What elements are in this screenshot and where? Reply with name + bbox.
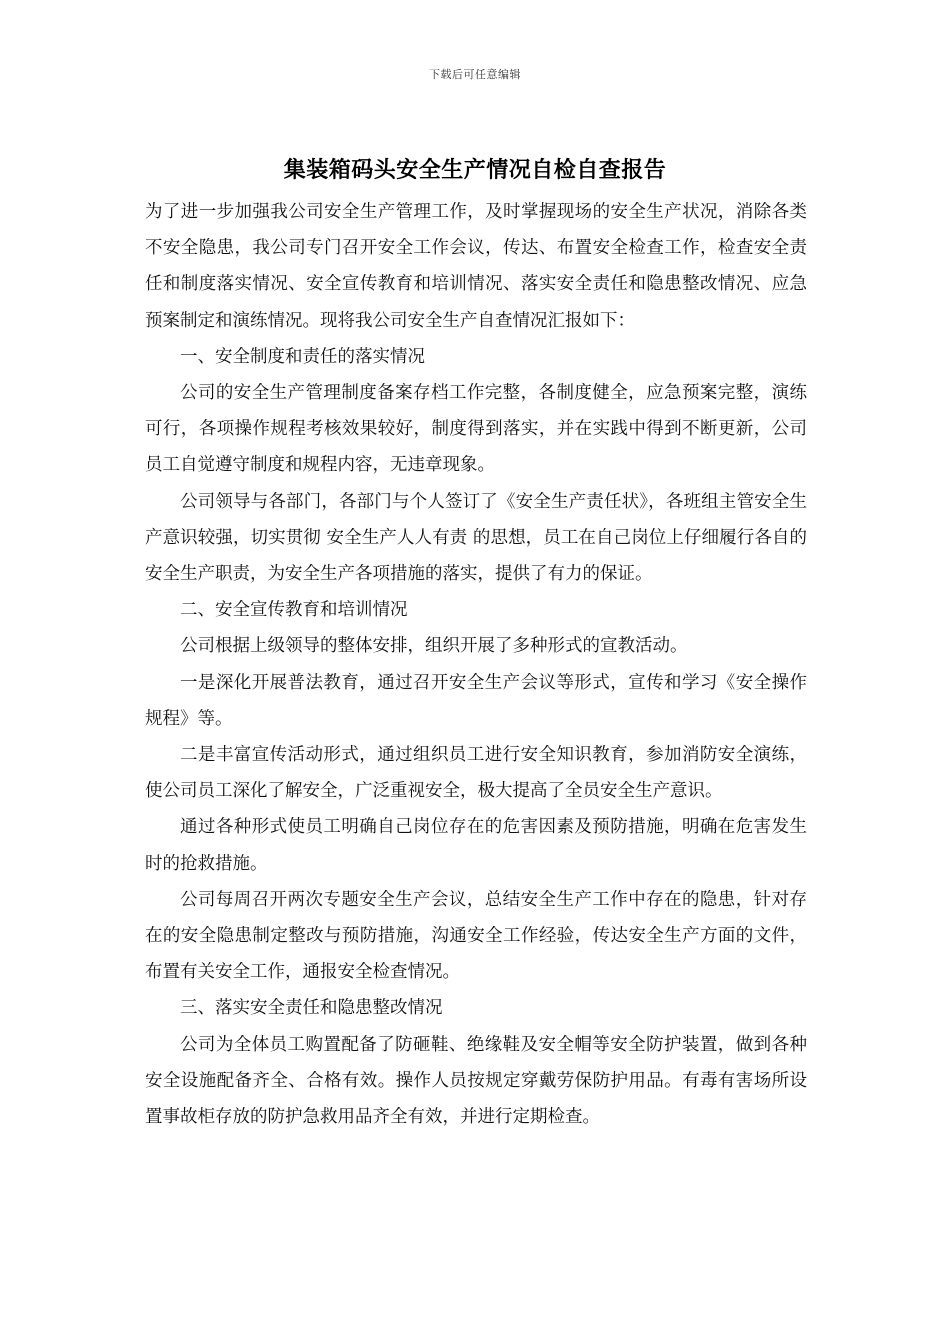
header-note: 下载后可任意编辑 xyxy=(429,68,521,81)
body-paragraph: 公司的安全生产管理制度备案存档工作完整，各制度健全，应急预案完整，演练可行，各项操作规程考核效果较好，制度得到落实，并在实践中得到不断更新，公司员工自觉遵守制度和规程内容，无违章现象。 xyxy=(145,383,807,476)
body-paragraph: 二是丰富宣传活动形式，通过组织员工进行安全知识教育，参加消防安全演练，使公司员工深化了解安全，广泛重视安全，极大提高了全员安全生产意识。 xyxy=(145,745,807,802)
document-body xyxy=(145,194,807,1135)
body-paragraph: 公司根据上级领导的整体安排，组织开展了多种形式的宣教活动。 xyxy=(180,636,688,657)
section-heading-2: 二、安全宣传教育和培训情况 xyxy=(180,600,408,621)
body-paragraph: 通过各种形式使员工明确自己岗位存在的危害因素及预防措施，明确在危害发生时的抢救措施。 xyxy=(145,817,807,874)
body-paragraph: 公司领导与各部门，各部门与个人签订了《安全生产责任状》，各班组主管安全生产意识较强，切实贯彻 安全生产人人有责 的思想，员工在自己岗位上仔细履行各自的安全生产职责，为安全生产各项措施的落实，提供了有力的保证。 xyxy=(145,491,807,585)
body-paragraph: 一是深化开展普法教育，通过召开安全生产会议等形式，宣传和学习《安全操作规程》等。 xyxy=(145,672,807,729)
body-paragraph: 公司每周召开两次专题安全生产会议，总结安全生产工作中存在的隐患，针对存在的安全隐患制定整改与预防措施，沟通安全工作经验，传达安全生产方面的文件，布置有关安全工作，通报安全检查情况。 xyxy=(145,889,807,983)
body-paragraph: 公司为全体员工购置配备了防砸鞋、绝缘鞋及安全帽等安全防护装置，做到各种安全设施配备齐全、合格有效。操作人员按规定穿戴劳保防护用品。有毒有害场所设置事故柜存放的防护急救用品齐全有效，并进行定期检查。 xyxy=(145,1034,807,1128)
section-heading-1: 一、安全制度和责任的落实情况 xyxy=(180,346,425,367)
document-title: 集装箱码头安全生产情况自检自查报告 xyxy=(283,157,667,183)
section-heading-3: 三、落实安全责任和隐患整改情况 xyxy=(180,998,443,1019)
intro-paragraph: 为了进一步加强我公司安全生产管理工作，及时掌握现场的安全生产状况，消除各类不安全隐患，我公司专门召开安全工作会议，传达、布置安全检查工作，检查安全责任和制度落实情况、安全宣传教育和培训情况、落实安全责任和隐患整改情况、应急预案制定和演练情况。现将我公司安全生产自查情况汇报如下： xyxy=(145,202,807,331)
